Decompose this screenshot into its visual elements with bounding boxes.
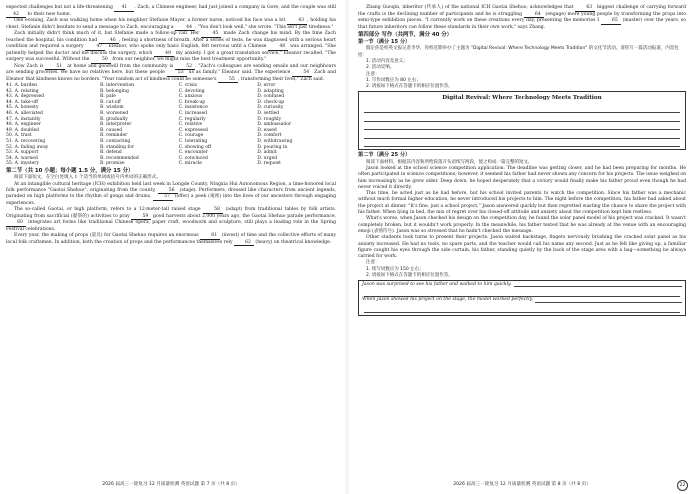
essay-answer-box [358, 91, 686, 150]
option-cell: D. urged [257, 155, 278, 161]
writing-section1-instructions: 假定你是校英文报记者李华，你校近期举办了主题为 "Digital Revival: Where Technology Meets Tradition" 的文化节活动。请你写一篇活动报道，内容包括： [358, 46, 679, 58]
option-cell: B. worsened [99, 110, 129, 116]
option-cell: 51. A. recovering [6, 138, 46, 144]
answer-line [364, 304, 680, 313]
option-cell: B. promise [99, 161, 125, 167]
option-cell: D. admit [257, 150, 277, 156]
page-gutter [345, 0, 349, 494]
option-cell: C. miracle [178, 161, 202, 167]
writing-section1-title: 第一节（满分 15 分） [358, 39, 411, 46]
blank-47: 47 [85, 44, 105, 51]
blank-63: 63 [575, 5, 595, 12]
writing-item-1: 1. 活动内容及意义； [366, 59, 408, 64]
blank-65: 65 [601, 18, 621, 25]
grammar-paragraph-4: Zhang Guoqin, inheritor (传承人) of the national ICH Gaotai Shehuo, acknowledges that 63 biggest challenge of carrying forward the crafts is the declining number of participants and he is struggling 64 (engage) more young people by transforming the props into semi-type exhibition pieces. "I currently work on these creations every day, presenting the memories I 65 (master) over the years, so that future inheritors can follow these standards in their own work," says Zhang. [358, 5, 686, 30]
option-cell: B. contacting [99, 138, 131, 144]
answer-line [364, 122, 680, 131]
answer-line [364, 130, 680, 139]
blank-58: 58 [203, 207, 223, 214]
cloze-paragraph-2: One evening, Zach was walking home when his neighbor Stefanie Mayer, a former nurse, noticed his face was a bit 43 , holding his chest. Stefanie didn't hesitate to send a message to Zach, encouraging a 44 . "You don't look well," she wrote. "This isn't just tiredness." [6, 18, 336, 30]
option-cell: B. caused [99, 127, 123, 133]
page-8 [352, 0, 692, 494]
option-cell: B. wisdom [99, 105, 124, 111]
grammar-paragraph-3: Every year, the making of props (道具) for Gaotai Shehuo requires an enormous 61 (invest) of time and the collective efforts of many local folk craftsmen. In addition, both the creation of props and the performances themselves rely 62 (heavy) on theatrical knowledge. [6, 233, 336, 245]
option-cell: B. recommended [99, 155, 139, 161]
continuation-section-title: 第二节（满分 25 分） [358, 152, 411, 159]
option-cell: B. gradually [99, 116, 128, 122]
blank-61: 61 [200, 233, 220, 240]
option-cell: C. courage [178, 133, 204, 139]
option-cell: C. encounter [178, 150, 208, 156]
option-cell: D. adapting [257, 88, 284, 94]
option-cell: B. standing for [99, 144, 134, 150]
option-cell: D. check-up [257, 99, 285, 105]
cloze-options-table [6, 83, 336, 167]
option-cell: D. withdrawing [257, 138, 293, 144]
answer-line [364, 139, 680, 148]
cloze-paragraph-4: Now Zach is 51 at home and goodwill from the community is 52 . "Zach's colleagues are sending emails and our neighbours are sending groceries. We have no relatives here, but these people 53 us as family," Eleanor said. The experience 54 Zach and Eleanor that kindness knows no borders. "Your random act of kindness could be someone's 55 , transforming their lives," Zach said. [6, 63, 336, 82]
option-cell: D. request [257, 161, 281, 167]
lead-sentence-2: When Jason showed his project on the stage, the model worked perfectly. [362, 297, 682, 304]
blank-50: 50 [91, 57, 111, 64]
page-7 [0, 0, 342, 494]
option-cell: D. curiosity [257, 105, 284, 111]
answer-line [364, 113, 680, 122]
option-cell: 44. A. take-off [6, 99, 39, 105]
blank-59: 59 [131, 214, 151, 221]
blank-42: 42 [6, 12, 26, 19]
option-cell: C. insistence [178, 105, 208, 111]
page-number-circle: 22 [677, 480, 688, 491]
option-cell: B. interpreter [99, 122, 132, 128]
blank-55: 55 [218, 77, 238, 84]
story-paragraph-2: This time, he acted just as he had before, but his school invited parents to watch the competition. Since his father was a mechanic without much formal higher education, he never introduced his projects to him. The night before the competition, his father had asked about the project at dinner. "It's fine, just a school project," Jason answered quickly but then regretted wasting the chance to share the project with his father. When lying in bed, the mix of regret over his closed-off attitude and anxiety about the competition kept him restless. [358, 191, 686, 216]
blank-43: 43 [287, 18, 307, 25]
option-row [6, 161, 336, 167]
cloze-paragraph-3: Zach initially didn't think much of it, but Stefanie made a follow-up call. Her 45 made Zach change his mind. By the time Zach reached the hospital, his condition had 46 , feeling a shortness of breath. After a series of tests, he was diagnosed with a serious heart condition and required a surgery 47 . Eleanor, who spoke only basic English, felt nervous until a Chinese 48 was arranged. "She patiently helped the doctor and me discuss the surgery, which 49 my anxiety. I got a great translation service," Eleanor recalled. "The surgery was successful. Without the 50 from our neighbor, we might miss the best treatment opportunity." [6, 31, 337, 62]
page-footer-right: 2026 届高三一轮复习 12 月质量检测 英语试题 第 8 页（共 8 页） [453, 482, 591, 487]
option-cell: 50. A. trust [6, 133, 32, 139]
option-cell: C. expressed [178, 127, 208, 133]
blank-45: 45 [201, 31, 221, 38]
writing-note-2: 2. 请按如下格式在答题卡的相应位置作答。 [366, 84, 453, 90]
option-cell: B. pale [99, 94, 116, 100]
grammar-section-title: 第二节（共 10 小题；每小题 1.5 分，满分 15 分） [6, 167, 134, 174]
option-cell: C. break-up [178, 99, 206, 105]
option-cell: B. belonging [99, 88, 129, 94]
cloze-paragraph-1: expected challenges but not a life-threatening 41 . Zach, a Chinese engineer, had just joined a company in Gore, and the couple was still 42 to their new home. [6, 5, 336, 17]
answer-line [364, 104, 680, 113]
option-cell: 41. A. burden [6, 83, 38, 88]
option-cell: C. relative [178, 122, 203, 128]
blank-49: 49 [154, 51, 174, 58]
writing-part-title: 第四部分 写作（共两节，满分 40 分） [358, 31, 452, 38]
option-cell: B. reminder [99, 133, 128, 139]
continuation-note-2: 2. 请按如下格式在答题卡的相应位置作答。 [366, 273, 453, 278]
blank-62: 62 [234, 240, 254, 247]
blank-44: 44 [175, 25, 195, 32]
continuation-note-1: 1. 续写词数应为 150 左右； [366, 266, 424, 272]
blank-46: 46 [99, 38, 119, 45]
continuation-answer-box [358, 280, 686, 315]
option-cell: 48. A. engineer [6, 122, 41, 128]
story-paragraph-4: Other students took turns to present their projects. Jason waited backstage, fingers nervously brushing the cracked solar panel as his anxiety increased. He had no tools, no spare parts, and the teacher would call his name any second. Just as he felt like giving up, a familiar figure caught his eyes through the side curtain, his father, standing quietly by the back of the stage area with a bag—something he always carried for work. [358, 235, 686, 260]
option-cell: D. pouring in [257, 144, 288, 150]
option-cell: B. cut-off [99, 99, 121, 105]
option-cell: 55. A. mystery [6, 161, 39, 167]
option-cell: B. defend [99, 150, 122, 156]
story-paragraph-1: Jason looked at the school science competition application. The deadline was getting closer, and he had been preparing for months. He often participated in science competitions; however, it seemed his father had never shown any concern for his projects. The issue weighed on him increasingly as he grew older. Deep down, he hoped desperately that a victory would finally make his father proud even though he had never voiced it directly. [358, 165, 686, 190]
essay-title: Digital Revival: Where Technology Meets Tradition [442, 95, 602, 102]
option-cell: C. devoting [178, 88, 205, 94]
option-cell: B. intervention [99, 83, 135, 88]
note-label-2: 注意： [366, 260, 380, 266]
option-cell: D. comfort [257, 133, 282, 139]
option-cell: C. crisis [178, 83, 197, 88]
note-label: 注意： [366, 71, 380, 77]
continuation-instructions: 阅读下面材料，根据其内容和所给段落开头语续写两段，使之构成一篇完整的短文。 [366, 159, 533, 165]
blank-48: 48 [268, 44, 288, 51]
option-cell: D. settled [257, 110, 280, 116]
option-cell: 46. A. alleviated [6, 110, 43, 116]
lead-sentence-1: Jason was surprised to see his father and walked to him quickly. [362, 282, 682, 289]
option-cell: D. roughly [257, 116, 282, 122]
option-cell: D. error [257, 83, 276, 88]
option-cell: D. ambassador [257, 122, 292, 128]
blank-41: 41 [114, 5, 134, 12]
option-cell: C. tolerating [178, 138, 208, 144]
option-cell: 45. A. honesty [6, 105, 39, 111]
blank-57: 57 [153, 194, 173, 201]
grammar-paragraph-2: The so-called Gaotai, or high platform, refers to a 12-meter-tall raised stage 58 (adapt) from traditional tables by folk artists. Originating from sacrificial (献祭的) activities to pray 59 good harvests about 2,000 years ago, the Gaotai Shehuo parade performance, 60 integrates art forms like traditional Chinese opera, paper craft, woodwork and sculpture, still plays a leading role in the Spring Festival celebrations. [6, 207, 336, 232]
story-paragraph-3: What's worse, when Jason checked his design on the competition day, he found the solar panel model of his project was cracked. It wasn't completely broken, but it wouldn't work properly. In the meanwhile, his father texted that he was already at the venue with an encouraging emoji (表情符号). Jason was so stressed that he hadn't checked the message. [358, 216, 686, 234]
blank-51: 51 [45, 64, 65, 71]
option-cell: 43. A. depressed [6, 94, 45, 100]
option-cell: C. increased [178, 110, 207, 116]
option-cell: D. eased [257, 127, 277, 133]
option-cell: 54. A. warned [6, 155, 38, 161]
writing-note-1: 1. 写作词数应为 80 左右； [366, 77, 421, 83]
grammar-instructions: 阅读下面短文，在空白处填入 1 个适当的单词或括号内单词的正确形式。 [14, 175, 161, 181]
grammar-paragraph-1: At an intangible cultural heritage (ICH) exhibition held last week in Longde County, Ningxia Hui Autonomous Region, a time-honored local folk performance "Gaotai Shehuo", originating from the county, 56 (stage). Performers, dressed like characters from ancient legends, paraded on high platforms to the rhythm of gongs and drums, 57 (offer) a peek (窥视) into the lives of our ancestors through engaging experiences. [6, 181, 336, 206]
blank-56: 56 [158, 188, 178, 195]
blank-53: 53 [167, 70, 187, 77]
option-cell: 53. A. support [6, 150, 39, 156]
option-cell: D. confused [257, 94, 285, 100]
option-cell: 42. A. relating [6, 88, 39, 94]
blank-64: 64 [524, 12, 544, 19]
option-cell: C. convinced [178, 155, 208, 161]
option-cell: C. regularly [178, 116, 206, 122]
option-cell: C. showing off [178, 144, 212, 150]
option-cell: C. anxious [178, 94, 203, 100]
option-cell: 52. A. fading away [6, 144, 49, 150]
option-cell: 47. A. instantly [6, 116, 41, 122]
blank-52: 52 [175, 64, 195, 71]
writing-item-2: 2. 活动反响。 [366, 65, 395, 71]
blank-54: 54 [292, 70, 312, 77]
option-cell: 49. A. doubled [6, 127, 40, 133]
blank-60: 60 [6, 220, 26, 227]
page-footer-left: 2026 届高三一轮复习 12 月质量检测 英语试题 第 7 页（共 8 页） [102, 482, 240, 487]
